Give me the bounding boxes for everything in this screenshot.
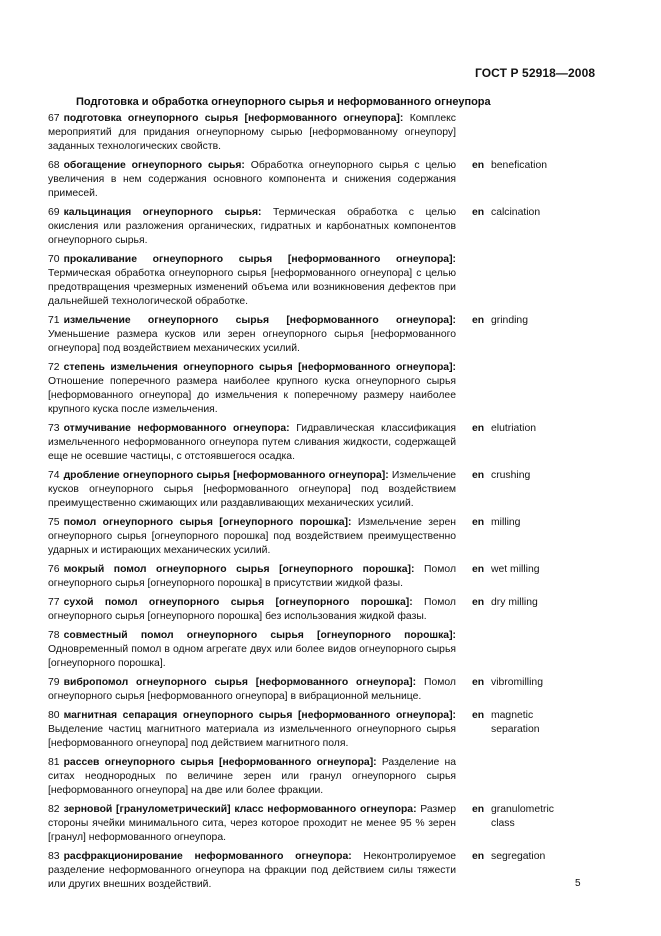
english-equivalent — [472, 850, 568, 892]
language-code: en — [472, 517, 485, 528]
term-number: 70 — [48, 254, 60, 265]
term-name: совместный помол огнеупорного сырья [огнеупорного порошка]: — [63, 630, 456, 641]
term-entry — [48, 756, 568, 798]
section-title: Подготовка и обработка огнеупорного сырья и неформованного огнеупора — [76, 96, 491, 108]
english-equivalent — [472, 422, 568, 464]
language-code: en — [472, 564, 485, 575]
language-code: en — [472, 423, 485, 434]
language-code: en — [472, 160, 485, 171]
term-entry-text — [48, 159, 456, 201]
term-number: 71 — [48, 315, 60, 326]
terms-list — [48, 112, 568, 897]
term-definition: Термическая обработка огнеупорного сырья [неформованного огнеупора] с целью предотвращения чрезмерных изменений объема или возникновения дефектов при дальнейшей технологической обработке. — [48, 268, 456, 307]
term-definition: Измельчение кусков огнеупорного сырья [неформованного огнеупора] под воздействием преимущественно сжимающих или раздавливающих механических усилий. — [48, 470, 457, 509]
term-number: 68 — [48, 160, 60, 171]
term-entry — [48, 596, 568, 624]
term-name: отмучивание неформованного огнеупора: — [63, 423, 290, 434]
language-code: en — [472, 710, 485, 721]
term-definition: Обработка огнеупорного сырья с целью увеличения в нем содержания основного компонента и снижения содержания примесей. — [48, 160, 456, 199]
term-entry — [48, 676, 568, 704]
term-entry — [48, 314, 568, 356]
term-name: мокрый помол огнеупорного сырья [огнеупорного порошка]: — [63, 564, 415, 575]
term-name: степень измельчения огнеупорного сырья [неформованного огнеупора]: — [63, 362, 456, 373]
term-name: прокаливание огнеупорного сырья [неформованного огнеупора]: — [63, 254, 456, 265]
term-name: кальцинация огнеупорного сырья: — [63, 207, 262, 218]
language-code: en — [472, 804, 485, 815]
language-code: en — [472, 315, 485, 326]
term-entry-text — [48, 850, 456, 892]
language-code: en — [472, 597, 485, 608]
term-entry-text — [48, 206, 456, 248]
term-entry-text — [48, 676, 456, 704]
english-term: magnetic separation — [491, 710, 540, 735]
term-name: рассев огнеупорного сырья [неформованного огнеупора]: — [63, 757, 377, 768]
term-entry — [48, 469, 568, 511]
english-term: calcination — [491, 207, 541, 218]
english-equivalent — [472, 314, 568, 356]
term-entry — [48, 422, 568, 464]
term-number: 69 — [48, 207, 60, 218]
english-term: wet milling — [491, 564, 540, 575]
term-entry — [48, 709, 568, 751]
term-entry — [48, 361, 568, 417]
term-entry-text — [48, 756, 456, 798]
language-code: en — [472, 851, 485, 862]
english-equivalent — [472, 803, 568, 845]
term-name: вибропомол огнеупорного сырья [неформованного огнеупора]: — [63, 677, 417, 688]
term-entry-text — [48, 596, 456, 624]
english-equivalent — [472, 709, 568, 751]
term-definition: Помол огнеупорного сырья [огнеупорного порошка] в присутствии жидкой фазы. — [48, 564, 457, 589]
term-entry — [48, 850, 568, 892]
term-entry-text — [48, 516, 456, 558]
term-name: зерновой [гранулометрический] класс неформованного огнеупора: — [63, 804, 417, 815]
page-number: 5 — [575, 878, 581, 889]
english-equivalent — [472, 469, 568, 511]
term-name: помол огнеупорного сырья [огнеупорного порошка]: — [63, 517, 352, 528]
term-definition: Комплекс мероприятий для придания огнеупорному сырью [неформованному огнеупору] заданных технологических свойств. — [48, 113, 456, 152]
term-number: 73 — [48, 423, 60, 434]
term-number: 78 — [48, 630, 60, 641]
term-entry-text — [48, 709, 456, 751]
term-entry — [48, 803, 568, 845]
english-equivalent — [472, 563, 568, 591]
english-equivalent — [472, 159, 568, 201]
term-definition: Помол огнеупорного сырья [огнеупорного порошка] без использования жидкой фазы. — [48, 597, 456, 622]
term-definition: Помол огнеупорного сырья [неформованного огнеупора] в вибрационной мельнице. — [48, 677, 456, 702]
term-entry-text — [48, 629, 456, 671]
term-definition: Размер стороны ячейки минимального сита, через которое проходит не менее 95 % зерен [гранул] неформованного огнеупора. — [48, 804, 456, 843]
term-entry — [48, 516, 568, 558]
term-number: 80 — [48, 710, 60, 721]
english-term: crushing — [491, 470, 531, 481]
language-code: en — [472, 207, 485, 218]
term-entry — [48, 629, 568, 671]
term-entry-text — [48, 253, 456, 309]
term-definition: Термическая обработка с целью окисления или разложения органических, гидратных и карбонатных компонентов огнеупорного сырья. — [48, 207, 456, 246]
term-number: 72 — [48, 362, 60, 373]
term-number: 81 — [48, 757, 60, 768]
term-entry-text — [48, 112, 456, 154]
language-code: en — [472, 677, 485, 688]
english-term: milling — [491, 517, 521, 528]
term-name: сухой помол огнеупорного сырья [огнеупорного порошка]: — [63, 597, 413, 608]
term-definition: Гидравлическая классификация измельченного неформованного огнеупора путем сливания жидкости, содержащей еще не осевшие частицы, с отстоявшегося осадка. — [48, 423, 456, 462]
term-number: 75 — [48, 517, 60, 528]
english-term: granulometric class — [491, 804, 554, 829]
term-entry-text — [48, 422, 456, 464]
term-number: 74 — [48, 470, 60, 481]
term-entry — [48, 206, 568, 248]
term-definition: Одновременный помол в одном агрегате двух или более видов огнеупорного сырья [огнеупорного порошка]. — [48, 644, 456, 669]
term-entry — [48, 563, 568, 591]
term-name: магнитная сепарация огнеупорного сырья [неформованного огнеупора]: — [63, 710, 456, 721]
term-number: 67 — [48, 113, 60, 124]
term-entry — [48, 159, 568, 201]
term-number: 77 — [48, 597, 60, 608]
term-name: подготовка огнеупорного сырья [неформованного огнеупора]: — [63, 113, 404, 124]
term-number: 82 — [48, 804, 60, 815]
term-definition: Неконтролируемое разделение неформованного огнеупора на фракции под действием силы тяжести или других внешних воздействий. — [48, 851, 456, 890]
term-name: измельчение огнеупорного сырья [неформованного огнеупора]: — [63, 315, 456, 326]
english-equivalent — [472, 516, 568, 558]
term-number: 83 — [48, 851, 60, 862]
term-name: дробление огнеупорного сырья [неформованного огнеупора]: — [63, 470, 389, 481]
english-term: benefication — [491, 160, 548, 171]
term-definition: Выделение частиц магнитного материала из измельченного огнеупорного сырья [неформованного огнеупора] под действием магнитного поля. — [48, 724, 456, 749]
term-number: 76 — [48, 564, 60, 575]
term-name: расфракционирование неформованного огнеупора: — [63, 851, 352, 862]
term-definition: Измельчение зерен огнеупорного сырья [огнеупорного порошка] под воздействием преимущественно ударных и истирающих механических усилий. — [48, 517, 457, 556]
document-standard-header: ГОСТ Р 52918—2008 — [475, 66, 596, 80]
term-entry — [48, 253, 568, 309]
term-entry — [48, 112, 568, 154]
english-equivalent — [472, 676, 568, 704]
term-entry-text — [48, 361, 456, 417]
term-name: обогащение огнеупорного сырья: — [63, 160, 245, 171]
term-number: 79 — [48, 677, 60, 688]
term-definition: Разделение на ситах неоднородных по величине зерен или гранул огнеупорного сырья [неформованного огнеупора] на две или более фракции. — [48, 757, 457, 796]
english-equivalent — [472, 206, 568, 248]
term-definition: Отношение поперечного размера наиболее крупного куска огнеупорного сырья [неформованного огнеупора] до измельчения к поперечному размеру наиболее крупного куска после измельчения. — [48, 376, 456, 415]
term-entry-text — [48, 469, 456, 511]
english-term: grinding — [491, 315, 528, 326]
english-term: elutriation — [491, 423, 537, 434]
english-term: segregation — [491, 851, 546, 862]
english-term: dry milling — [491, 597, 538, 608]
english-equivalent — [472, 596, 568, 624]
english-term: vibromilling — [491, 677, 543, 688]
term-entry-text — [48, 563, 456, 591]
term-definition: Уменьшение размера кусков или зерен огнеупорного сырья [неформованного огнеупора] под воздействием механических усилий. — [48, 329, 456, 354]
term-entry-text — [48, 314, 456, 356]
language-code: en — [472, 470, 485, 481]
term-entry-text — [48, 803, 456, 845]
